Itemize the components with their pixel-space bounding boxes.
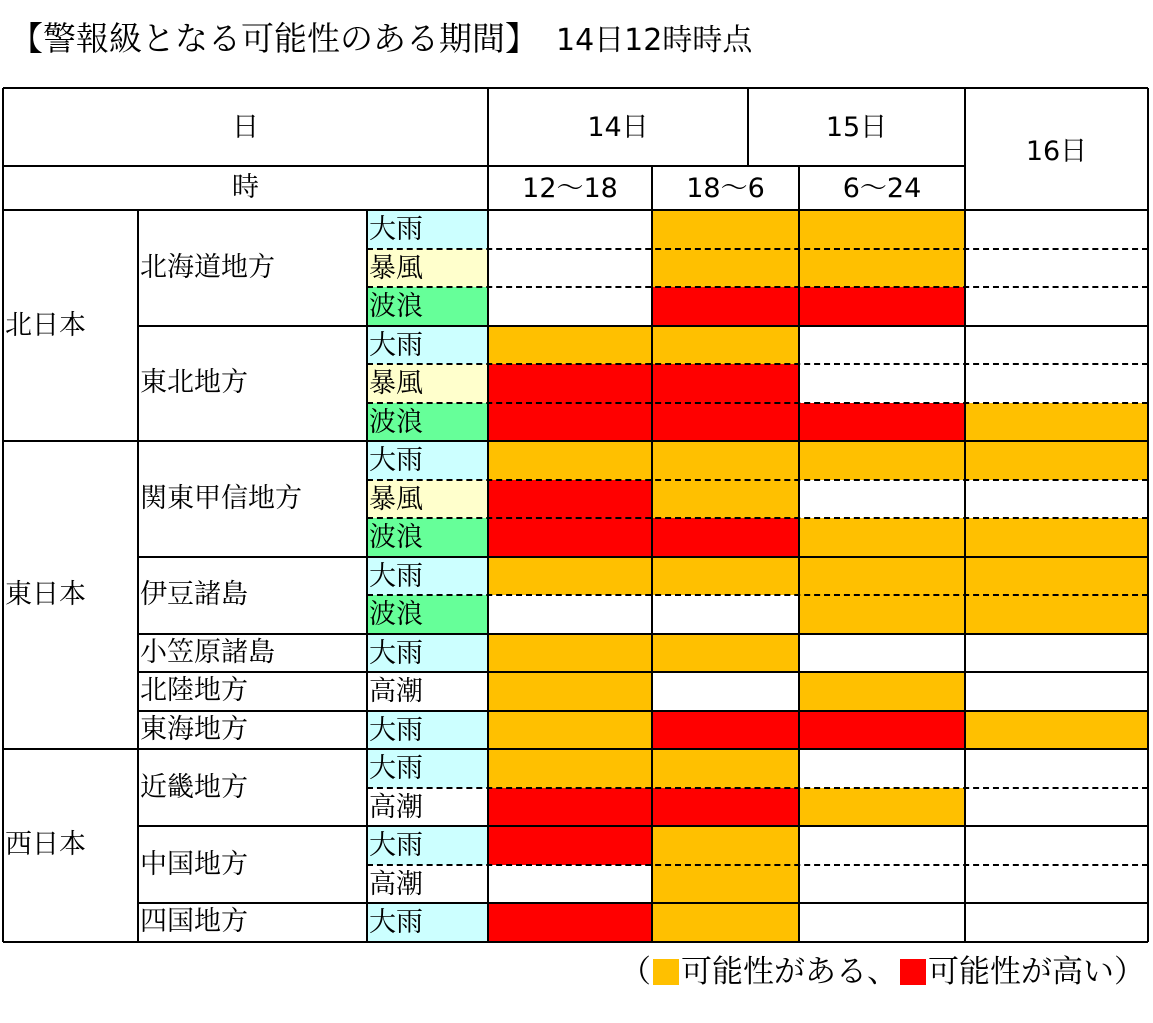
level-cell-possible (799, 788, 965, 827)
grid-line (3, 748, 1148, 750)
area-name: 北陸地方 (140, 675, 248, 707)
dashed-separator (367, 479, 1148, 481)
level-cell-possible (652, 210, 799, 249)
level-cell-possible (652, 903, 799, 942)
level-cell-none (799, 865, 965, 904)
level-cell-none (965, 210, 1148, 249)
level-cell-high (799, 403, 965, 442)
level-cell-possible (652, 326, 799, 365)
table-bottom-border (3, 941, 1148, 943)
phenomenon-label: 暴風 (369, 368, 423, 399)
level-cell-possible (652, 749, 799, 788)
level-cell-none (965, 788, 1148, 827)
level-cell-none (799, 903, 965, 942)
dashed-separator (367, 286, 1148, 288)
dashed-separator (367, 864, 1148, 866)
legend-open: （ (620, 954, 651, 990)
area-name: 関東甲信地方 (140, 482, 302, 514)
table-top-border (3, 87, 1148, 89)
level-cell-possible (488, 326, 652, 365)
phenomenon-label: 波浪 (369, 291, 423, 322)
phenomenon-label: 大雨 (369, 329, 423, 361)
hour-header: 時 (232, 172, 259, 203)
level-cell-none (965, 749, 1148, 788)
level-cell-possible (799, 249, 965, 288)
level-cell-none (799, 364, 965, 403)
level-cell-none (799, 634, 965, 673)
dashed-separator (367, 517, 1148, 519)
level-cell-possible (799, 557, 965, 596)
region-name: 北日本 (5, 309, 86, 341)
level-cell-high (652, 403, 799, 442)
table-right-border (1147, 88, 1149, 942)
level-cell-high (652, 364, 799, 403)
phenomenon-label: 高潮 (369, 791, 423, 823)
grid-line (964, 88, 966, 942)
grid-line (138, 825, 1148, 827)
level-cell-none (652, 595, 799, 634)
day-header: 日 (232, 112, 259, 143)
level-cell-none (488, 865, 652, 904)
level-cell-possible (488, 557, 652, 596)
phenomenon-label: 大雨 (369, 907, 423, 938)
grid-line (138, 671, 1148, 673)
level-cell-high (488, 788, 652, 827)
level-cell-none (965, 249, 1148, 288)
day-14: 14日 (587, 112, 649, 143)
phenomenon-label: 大雨 (369, 637, 423, 669)
level-cell-possible (799, 672, 965, 711)
period-0: 12〜18 (522, 173, 618, 204)
level-cell-high (488, 403, 652, 442)
legend-swatch-possible (653, 959, 679, 985)
grid-line (366, 210, 368, 942)
level-cell-possible (965, 441, 1148, 480)
grid-line (747, 88, 749, 166)
dashed-separator (367, 248, 1148, 250)
level-cell-none (799, 749, 965, 788)
dashed-separator (367, 402, 1148, 404)
level-cell-possible (965, 595, 1148, 634)
level-cell-high (488, 826, 652, 865)
day-16: 16日 (1025, 136, 1088, 167)
phenomenon-label: 高潮 (369, 868, 423, 900)
level-cell-possible (965, 403, 1148, 442)
level-cell-possible (965, 711, 1148, 750)
level-cell-none (965, 480, 1148, 519)
phenomenon-label: 大雨 (369, 445, 423, 476)
grid-line (487, 88, 489, 942)
level-cell-none (965, 826, 1148, 865)
level-cell-none (965, 672, 1148, 711)
region-name: 東日本 (5, 579, 86, 610)
level-cell-possible (652, 249, 799, 288)
phenomenon-label: 大雨 (369, 560, 423, 592)
phenomenon-label: 大雨 (369, 714, 423, 746)
phenomenon-label: 波浪 (369, 522, 423, 553)
grid-line (3, 209, 1148, 211)
legend-high-label: 可能性が高い (928, 954, 1114, 990)
level-cell-high (652, 711, 799, 750)
level-cell-high (488, 518, 652, 557)
dashed-separator (367, 787, 1148, 789)
level-cell-possible (799, 518, 965, 557)
level-cell-high (799, 287, 965, 326)
level-cell-high (488, 480, 652, 519)
level-cell-none (799, 826, 965, 865)
area-name: 四国地方 (140, 906, 248, 938)
day-15: 15日 (825, 112, 888, 143)
level-cell-possible (488, 672, 652, 711)
level-cell-possible (488, 441, 652, 480)
area-name: 伊豆諸島 (140, 579, 248, 610)
level-cell-none (965, 865, 1148, 904)
area-name: 近畿地方 (140, 771, 248, 803)
level-cell-high (488, 364, 652, 403)
grid-line (138, 633, 1148, 635)
level-cell-none (965, 326, 1148, 365)
level-cell-none (488, 249, 652, 288)
title-text: 【警報級となる可能性のある期間】 (10, 19, 538, 58)
level-cell-high (799, 711, 965, 750)
level-cell-none (965, 903, 1148, 942)
level-cell-none (488, 287, 652, 326)
phenomenon-label: 大雨 (369, 214, 423, 245)
as-of-time: 14日12時時点 (556, 23, 753, 58)
region-name: 西日本 (5, 829, 86, 861)
level-cell-none (799, 326, 965, 365)
legend-swatch-high (900, 959, 926, 985)
phenomenon-label: 高潮 (369, 676, 423, 707)
phenomenon-label: 大雨 (369, 753, 423, 784)
area-name: 北海道地方 (140, 251, 275, 283)
level-cell-possible (799, 595, 965, 634)
level-cell-none (488, 595, 652, 634)
level-cell-possible (652, 865, 799, 904)
level-cell-possible (799, 441, 965, 480)
level-cell-possible (652, 557, 799, 596)
level-cell-possible (488, 749, 652, 788)
level-cell-possible (652, 480, 799, 519)
level-cell-possible (799, 210, 965, 249)
area-name: 中国地方 (140, 848, 248, 880)
level-cell-possible (965, 557, 1148, 596)
dashed-separator (367, 594, 1148, 596)
grid-line (3, 165, 965, 167)
level-cell-none (799, 480, 965, 519)
level-cell-possible (488, 634, 652, 673)
table-left-border (2, 88, 4, 942)
phenomenon-label: 大雨 (369, 830, 423, 861)
legend-possible-label: 可能性がある、 (681, 954, 898, 990)
grid-line (3, 440, 1148, 442)
dashed-separator (367, 363, 1148, 365)
level-cell-high (652, 518, 799, 557)
legend (620, 954, 1145, 990)
phenomenon-label: 暴風 (369, 483, 423, 515)
level-cell-high (488, 903, 652, 942)
phenomenon-label: 暴風 (369, 252, 423, 284)
period-1: 18〜6 (686, 173, 765, 204)
grid-line (137, 210, 139, 942)
area-name: 東海地方 (140, 713, 248, 745)
area-name: 小笠原諸島 (140, 636, 275, 668)
grid-line (138, 902, 1148, 904)
level-cell-none (488, 210, 652, 249)
level-cell-none (652, 672, 799, 711)
legend-close: ） (1114, 954, 1145, 990)
level-cell-high (652, 788, 799, 827)
level-cell-possible (965, 518, 1148, 557)
phenomenon-label: 波浪 (369, 599, 423, 630)
phenomenon-label: 波浪 (369, 406, 423, 438)
level-cell-none (965, 364, 1148, 403)
grid-line (138, 710, 1148, 712)
level-cell-possible (652, 634, 799, 673)
level-cell-possible (488, 711, 652, 750)
grid-line (138, 556, 1148, 558)
level-cell-none (965, 287, 1148, 326)
level-cell-high (652, 287, 799, 326)
level-cell-none (965, 634, 1148, 673)
period-2: 6〜24 (842, 173, 922, 204)
grid-line (138, 325, 1148, 327)
area-name: 東北地方 (140, 367, 248, 399)
level-cell-possible (652, 441, 799, 480)
level-cell-possible (652, 826, 799, 865)
